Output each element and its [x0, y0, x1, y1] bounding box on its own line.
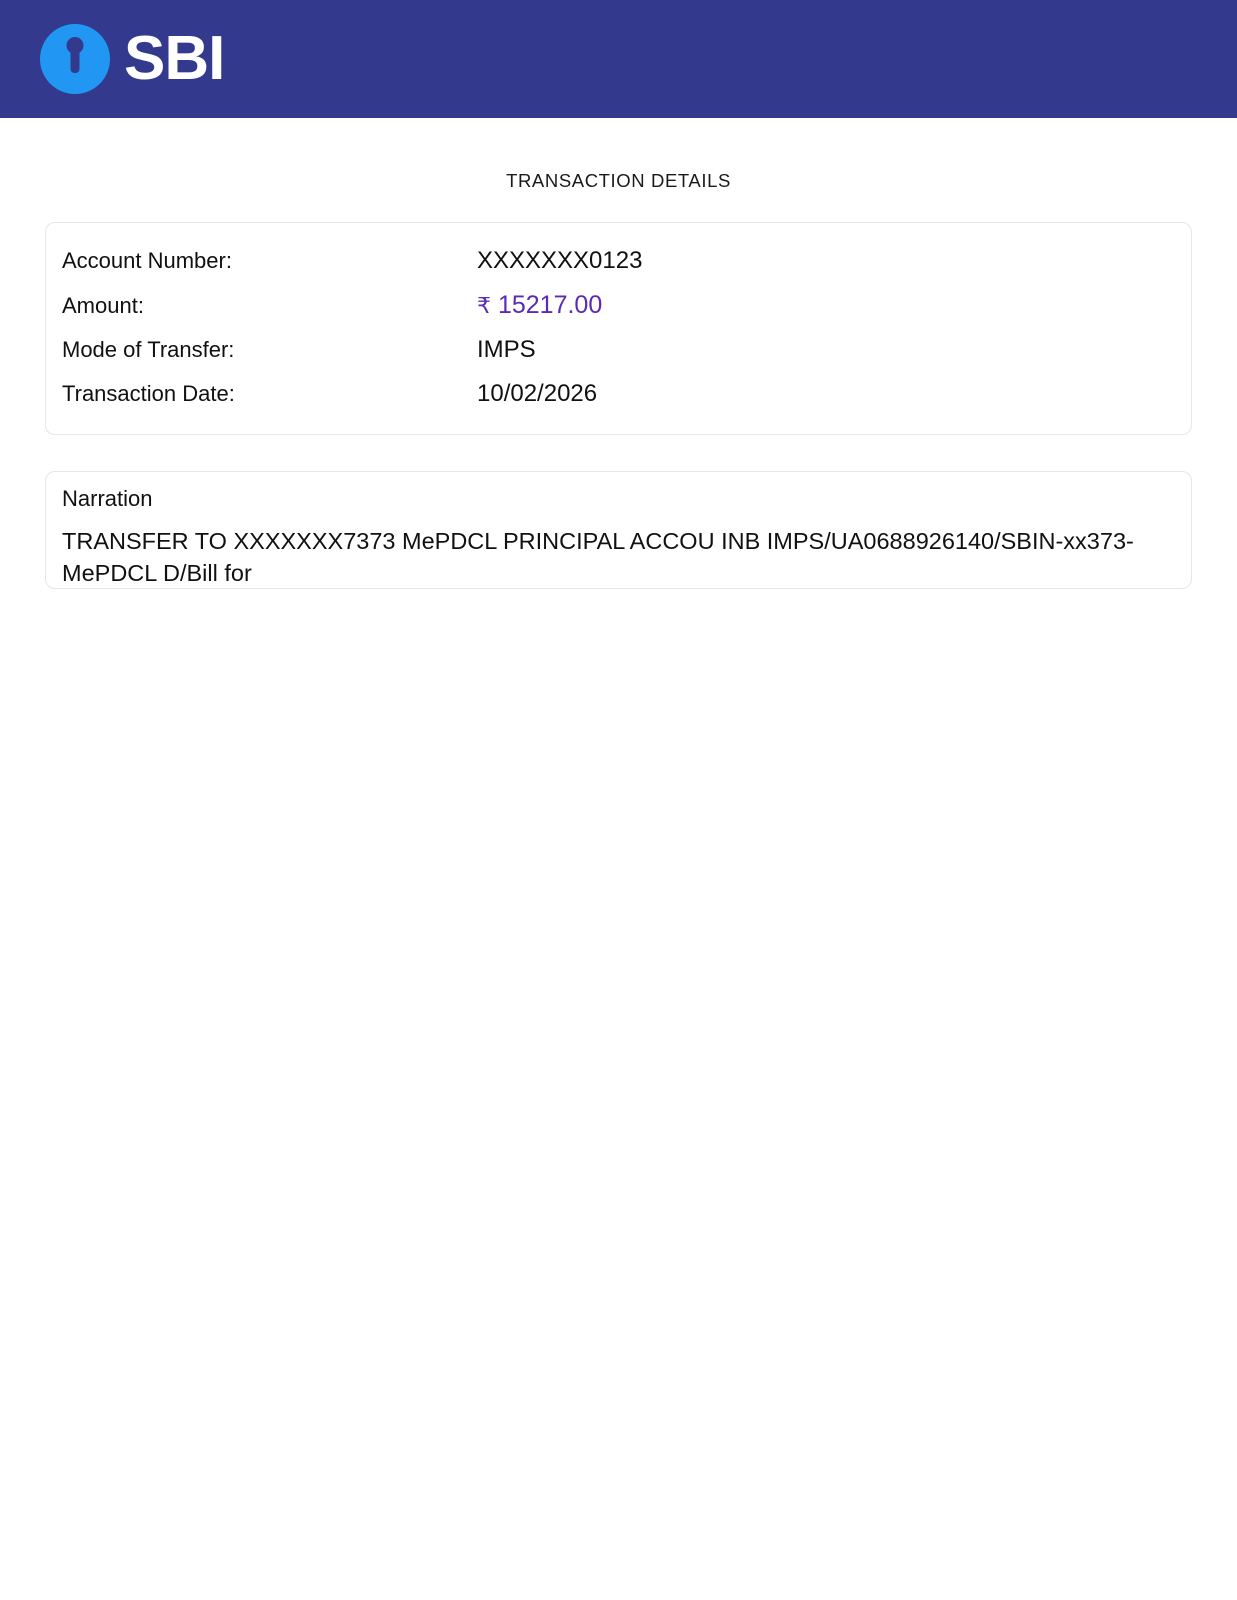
amount-number: 15217.00	[497, 291, 603, 319]
narration-text: TRANSFER TO XXXXXXX7373 MePDCL PRINCIPAL ACCOU INB IMPS/UA0688926140/SBIN-xx373-MePDCL D/Bill for	[62, 528, 1134, 586]
sbi-keyhole-logo-icon	[40, 24, 110, 94]
narration-card	[45, 471, 1192, 589]
row-value-transaction-date: 10/02/2026	[477, 380, 598, 407]
page-title: TRANSACTION DETAILS	[506, 170, 731, 191]
row-label-mode-of-transfer: Mode of Transfer:	[62, 337, 235, 362]
row-value-mode-of-transfer: IMPS	[477, 336, 536, 363]
table-row	[46, 328, 1191, 372]
sbi-logo-text: SBI	[124, 24, 225, 93]
table-row	[46, 283, 1191, 328]
sbi-logo	[40, 24, 224, 94]
table-row	[46, 239, 1191, 283]
row-label-transaction-date: Transaction Date:	[62, 381, 235, 406]
row-label-amount: Amount:	[62, 293, 144, 318]
transaction-details-card	[45, 222, 1192, 435]
row-label-account-number: Account Number:	[62, 248, 232, 273]
table-row	[46, 372, 1191, 416]
app-header	[0, 0, 1237, 118]
narration-label: Narration	[62, 486, 153, 511]
row-value-amount	[477, 291, 602, 320]
rupee-icon: ₹	[477, 294, 491, 319]
row-value-account-number: XXXXXXX0123	[477, 247, 643, 274]
